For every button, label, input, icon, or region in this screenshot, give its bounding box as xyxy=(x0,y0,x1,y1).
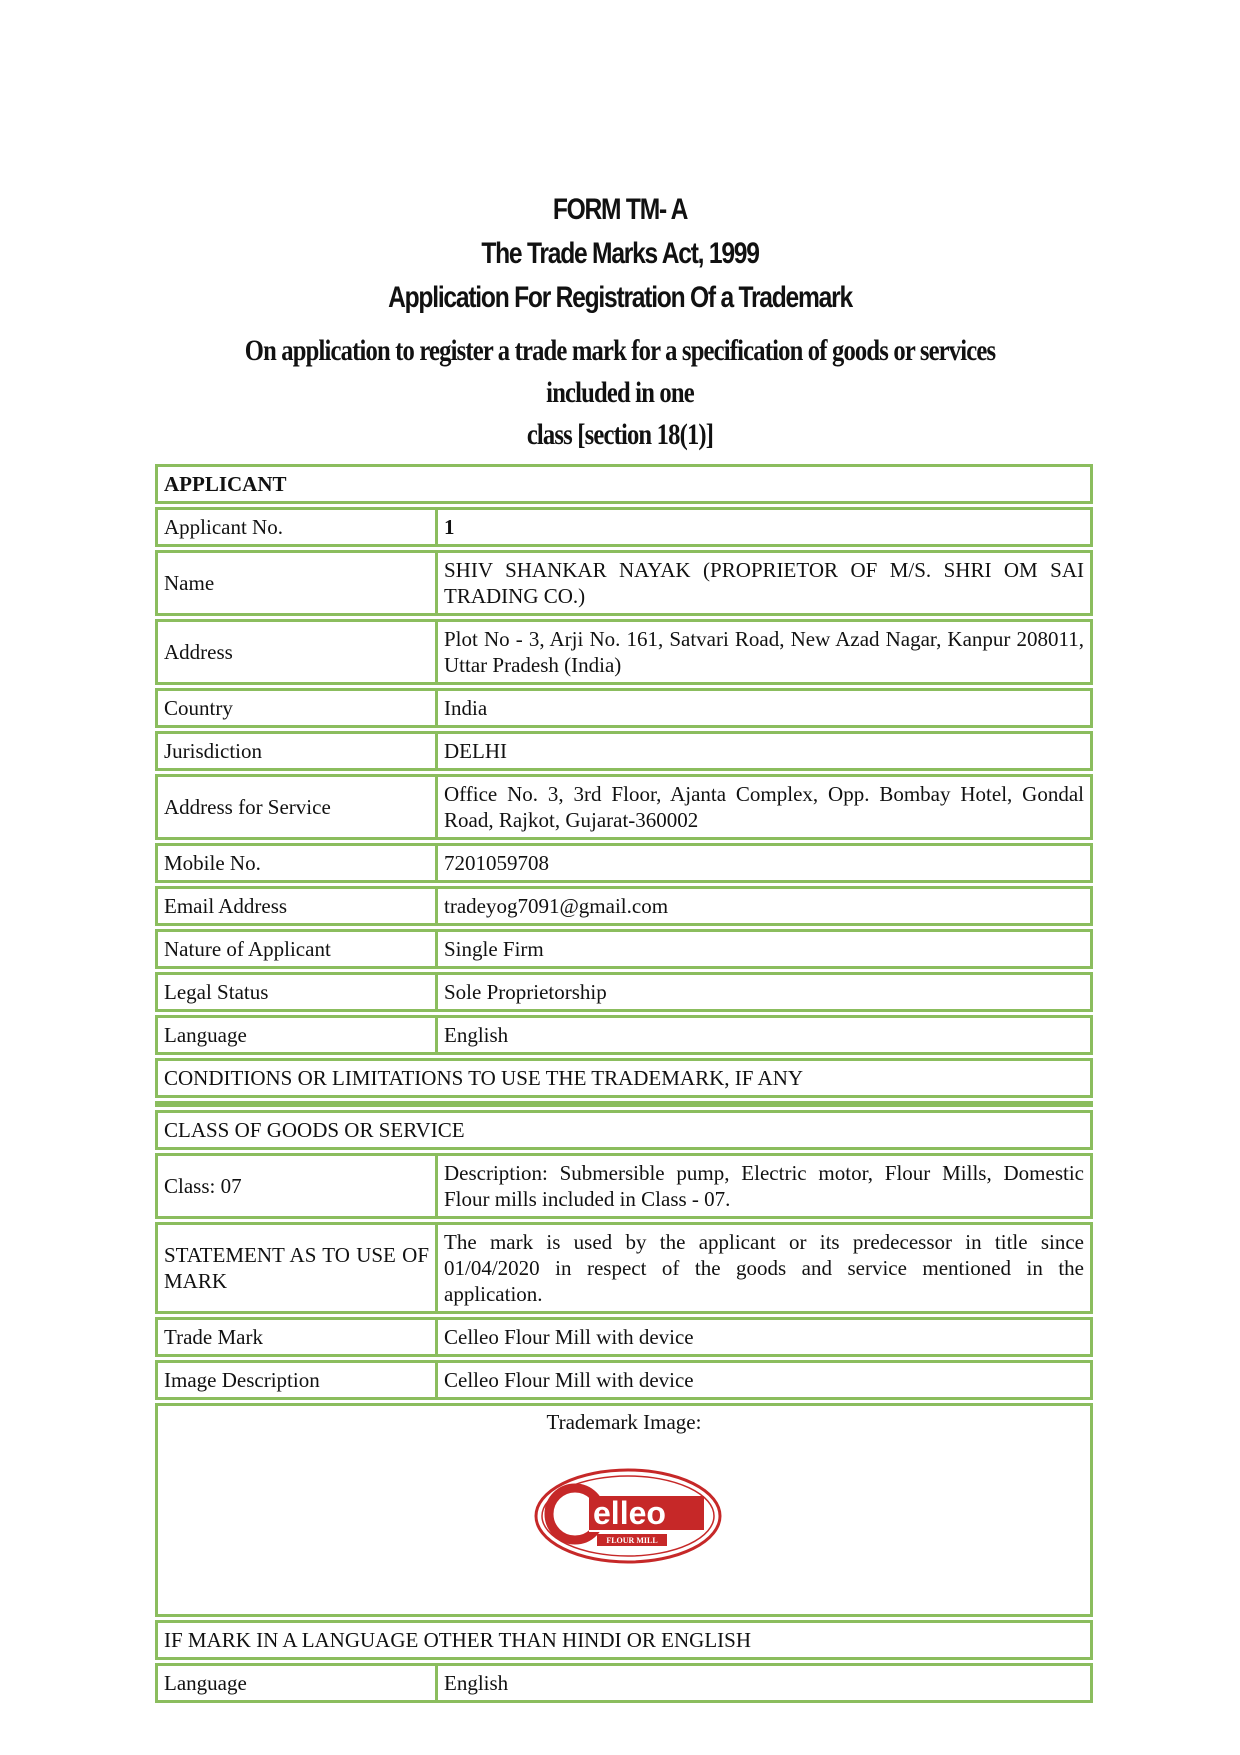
row-email xyxy=(155,886,1093,926)
value-image-description: Celleo Flour Mill with device xyxy=(444,1368,694,1392)
row-image-description xyxy=(155,1360,1093,1400)
label-mark-language: Language xyxy=(158,1666,438,1700)
conditions-header xyxy=(155,1058,1093,1098)
value-country: India xyxy=(444,696,488,720)
logo-wordmark: elleo xyxy=(593,1495,666,1531)
application-form xyxy=(155,464,1093,1706)
label-image-description: Image Description xyxy=(158,1363,438,1397)
row-class xyxy=(155,1153,1093,1219)
conditions-empty-row xyxy=(155,1101,1093,1107)
row-nature-of-applicant xyxy=(155,929,1093,969)
value-email: tradeyog7091@gmail.com xyxy=(444,894,669,918)
value-address-for-service: Office No. 3, 3rd Floor, Ajanta Complex, Opp. Bombay Hotel, Gondal Road, Rajkot, Gujarat-360002 xyxy=(444,782,1084,832)
row-language xyxy=(155,1015,1093,1055)
applicant-section-title: APPLICANT xyxy=(164,472,287,496)
row-address xyxy=(155,619,1093,685)
value-nature-of-applicant: Single Firm xyxy=(444,937,544,961)
label-address-for-service: Address for Service xyxy=(158,777,438,837)
application-subtitle xyxy=(150,330,1090,456)
class-section-title: CLASS OF GOODS OR SERVICE xyxy=(164,1118,465,1142)
row-jurisdiction xyxy=(155,731,1093,771)
value-applicant-no: 1 xyxy=(444,515,455,539)
row-mark-language xyxy=(155,1663,1093,1703)
row-applicant-no xyxy=(155,507,1093,547)
label-email: Email Address xyxy=(158,889,438,923)
form-number: FORM TM- A xyxy=(552,193,688,226)
label-legal-status: Legal Status xyxy=(158,975,438,1009)
class-section-header xyxy=(155,1110,1093,1150)
trademark-image-caption: Trademark Image: xyxy=(546,1410,702,1434)
label-name: Name xyxy=(158,553,438,613)
row-name xyxy=(155,550,1093,616)
value-language: English xyxy=(444,1023,509,1047)
applicant-section-header xyxy=(155,464,1093,504)
label-address: Address xyxy=(158,622,438,682)
label-trade-mark: Trade Mark xyxy=(158,1320,438,1354)
conditions-title: CONDITIONS OR LIMITATIONS TO USE THE TRADEMARK, IF ANY xyxy=(164,1066,804,1090)
row-mobile xyxy=(155,843,1093,883)
value-trade-mark: Celleo Flour Mill with device xyxy=(444,1325,694,1349)
value-legal-status: Sole Proprietorship xyxy=(444,980,607,1004)
value-name: SHIV SHANKAR NAYAK (PROPRIETOR OF M/S. SHRI OM SAI TRADING CO.) xyxy=(444,558,1084,608)
value-statement-of-use: The mark is used by the applicant or its predecessor in title since 01/04/2020 in respect of the goods and service mentioned in the application. xyxy=(444,1230,1084,1306)
row-legal-status xyxy=(155,972,1093,1012)
celleo-logo xyxy=(533,1466,723,1566)
label-applicant-no: Applicant No. xyxy=(158,510,438,544)
row-trade-mark xyxy=(155,1317,1093,1357)
value-mark-language: English xyxy=(444,1671,509,1695)
application-title: Application For Registration Of a Trademark xyxy=(388,281,852,314)
label-nature-of-applicant: Nature of Applicant xyxy=(158,932,438,966)
label-language: Language xyxy=(158,1018,438,1052)
value-class-description: Description: Submersible pump, Electric motor, Flour Mills, Domestic Flour mills included in Class - 07. xyxy=(444,1161,1084,1211)
subtitle-line-2: class [section 18(1)] xyxy=(526,418,714,451)
subtitle-line-1: On application to register a trade mark for a specification of goods or services included in one xyxy=(244,334,996,409)
row-address-for-service xyxy=(155,774,1093,840)
label-statement-of-use: STATEMENT AS TO USE OF MARK xyxy=(158,1225,438,1311)
row-country xyxy=(155,688,1093,728)
logo-subtext: FLOUR MILL xyxy=(606,1536,658,1545)
value-address: Plot No - 3, Arji No. 161, Satvari Road, New Azad Nagar, Kanpur 208011, Uttar Pradesh (India) xyxy=(444,627,1084,677)
language-section-header xyxy=(155,1620,1093,1660)
trademark-image-box xyxy=(155,1403,1093,1617)
value-mobile: 7201059708 xyxy=(444,851,549,875)
language-section-title: IF MARK IN A LANGUAGE OTHER THAN HINDI OR ENGLISH xyxy=(164,1628,752,1652)
label-class: Class: 07 xyxy=(158,1156,438,1216)
form-header xyxy=(0,188,1240,320)
row-statement-of-use xyxy=(155,1222,1093,1314)
act-title: The Trade Marks Act, 1999 xyxy=(481,237,759,270)
label-country: Country xyxy=(158,691,438,725)
label-jurisdiction: Jurisdiction xyxy=(158,734,438,768)
label-mobile: Mobile No. xyxy=(158,846,438,880)
value-jurisdiction: DELHI xyxy=(444,739,507,763)
